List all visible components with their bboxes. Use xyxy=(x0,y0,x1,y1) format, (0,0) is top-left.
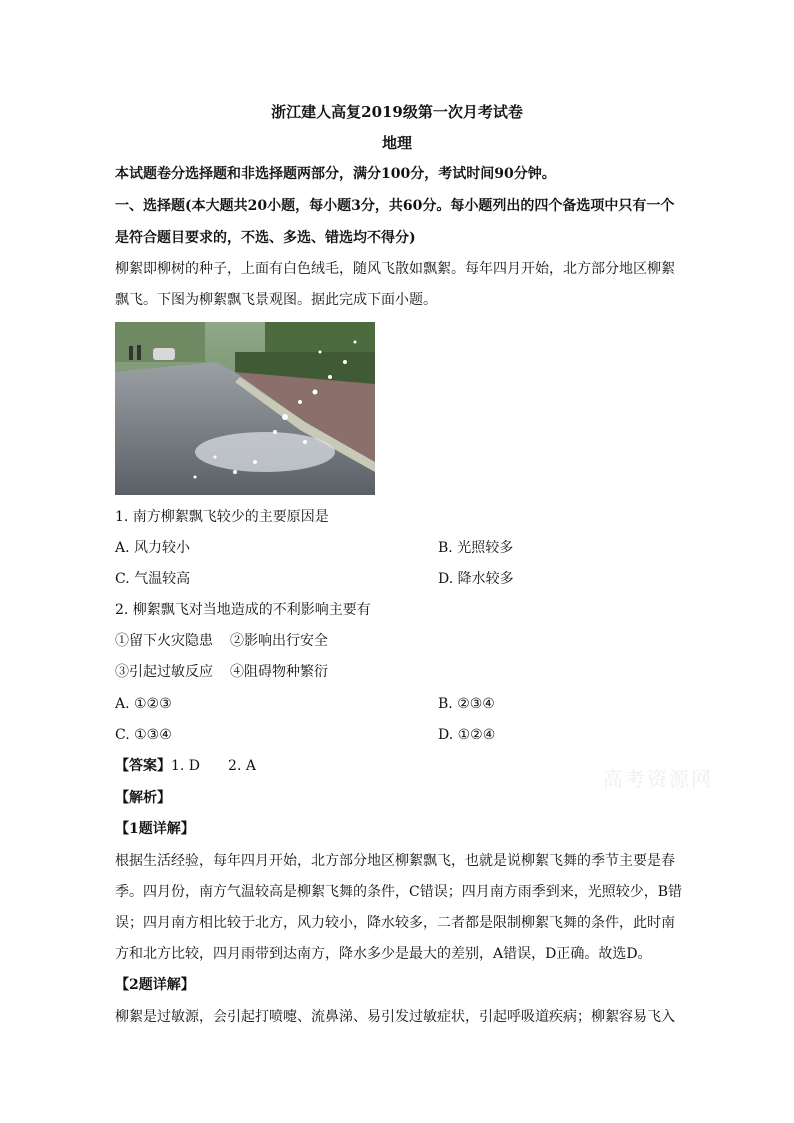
answer-2: 2. A xyxy=(228,758,256,774)
q2-statement-3: ③引起过敏反应 xyxy=(115,664,213,680)
q1-option-a: A. 风力较小 xyxy=(115,540,191,556)
q2-statement-1: ①留下火灾隐患 xyxy=(115,633,213,649)
exam-instructions: 本试题卷分选择题和非选择题两部分，满分100分，考试时间90分钟。 xyxy=(115,166,556,182)
detail-1-line1: 根据生活经验，每年四月开始，北方部分地区柳絮飘飞，也就是说柳絮飞舞的季节主要是春 xyxy=(115,853,675,869)
q2-statement-4: ④阻碍物种繁衍 xyxy=(230,664,328,680)
answer-line xyxy=(115,756,256,776)
willow-catkin-photo xyxy=(115,322,375,495)
watermark: 高考资源网 xyxy=(603,767,713,791)
detail-1-label: 【1题详解】 xyxy=(115,821,195,837)
q2-option-a: A. ①②③ xyxy=(115,696,172,712)
passage-line1: 柳絮即柳树的种子，上面有白色绒毛，随风飞散如飘絮。每年四月开始，北方部分地区柳絮 xyxy=(115,261,675,277)
q2-option-b: B. ②③④ xyxy=(438,696,495,712)
q1-stem: 1. 南方柳絮飘飞较少的主要原因是 xyxy=(115,509,329,525)
q2-option-d: D. ①②④ xyxy=(438,727,496,743)
answer-1: 1. D xyxy=(171,758,201,774)
q2-stem: 2. 柳絮飘飞对当地造成的不利影响主要有 xyxy=(115,602,371,618)
q1-option-c: C. 气温较高 xyxy=(115,571,191,587)
q2-option-c: C. ①③④ xyxy=(115,727,172,743)
answer-label: 【答案】 xyxy=(115,758,171,774)
subject-title: 地理 xyxy=(381,134,412,152)
detail-1-line3: 误；四月南方相比较于北方，风力较小，降水较多，二者都是限制柳絮飞舞的条件，此时南 xyxy=(115,915,675,931)
q1-option-b: B. 光照较多 xyxy=(438,540,514,556)
q2-statement-2: ②影响出行安全 xyxy=(230,633,328,649)
detail-1-line2: 季。四月份，南方气温较高是柳絮飞舞的条件，C错误；四月南方雨季到来，光照较少，B错 xyxy=(115,884,682,900)
detail-2-label: 【2题详解】 xyxy=(115,977,195,993)
analysis-label: 【解析】 xyxy=(115,790,171,806)
section-heading-line1: 一、选择题(本大题共20小题，每小题3分，共60分。每小题列出的四个备选项中只有一个 xyxy=(115,198,675,214)
detail-1-line4: 方和北方比较，四月雨带到达南方，降水多少是最大的差别，A错误，D正确。故选D。 xyxy=(115,946,652,962)
detail-2-line1: 柳絮是过敏源，会引起打喷嚏、流鼻涕、易引发过敏症状，引起呼吸道疾病；柳絮容易飞入 xyxy=(115,1009,675,1025)
willow-catkin-scene xyxy=(115,322,375,495)
exam-title: 浙江建人高复2019级第一次月考试卷 xyxy=(271,103,523,121)
section-heading-line2: 是符合题目要求的，不选、多选、错选均不得分) xyxy=(115,230,416,246)
q1-option-d: D. 降水较多 xyxy=(438,571,514,587)
passage-line2: 飘飞。下图为柳絮飘飞景观图。据此完成下面小题。 xyxy=(115,292,437,308)
